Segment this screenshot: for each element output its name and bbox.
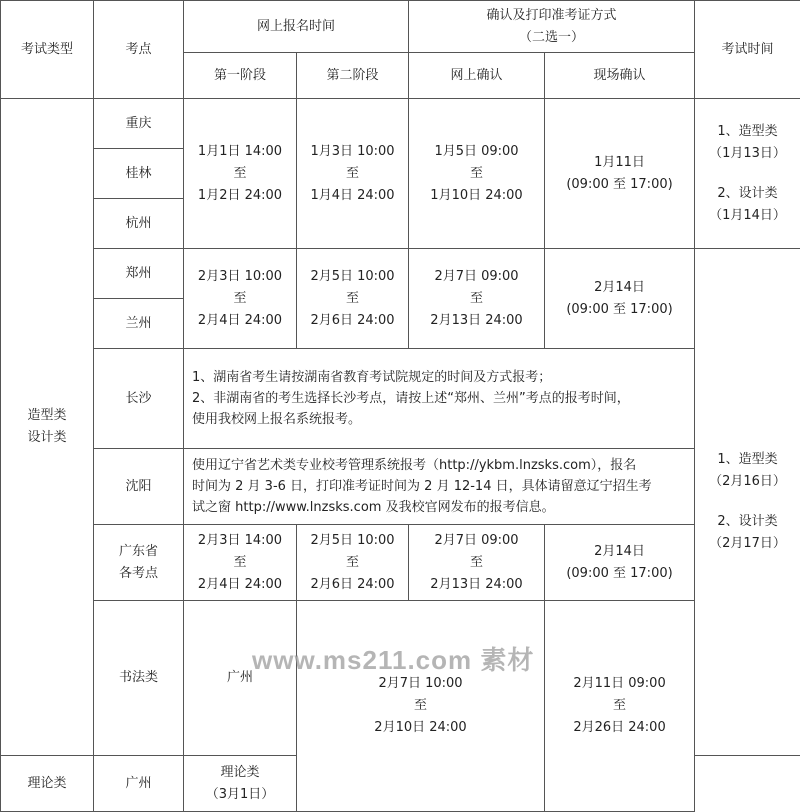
venue-guangdong-line-1: 广东省 (118, 543, 158, 559)
category-theory: 理论类 (1, 756, 94, 812)
header-stage-1: 第一阶段 (184, 53, 297, 99)
header-onsite-confirm: 现场确认 (545, 53, 695, 99)
g2-exam-modeling: 1、造型类 (717, 452, 778, 467)
g1-stage1-end: 1月2日 24:00 (197, 187, 283, 203)
header-confirm-print-title: 确认及打印准考证方式 (486, 7, 617, 23)
header-online-registration: 网上报名时间 (184, 1, 409, 53)
g1-stage2-end: 1月4日 24:00 (310, 187, 395, 203)
venue-guangdong (94, 525, 184, 601)
g2-exam-design: 2、设计类 (717, 514, 778, 529)
gd-stage1-to: 至 (233, 554, 247, 570)
changsha-note-line-2: 2、非湖南省的考生选择长沙考点，请按上述“郑州、兰州”考点的报考时间， (192, 391, 630, 406)
venue-guilin: 桂林 (94, 149, 184, 199)
gd-online-end: 2月13日 24:00 (430, 576, 523, 592)
g2-online-to: 至 (470, 290, 484, 306)
gd-stage1-start: 2月3日 14:00 (197, 532, 283, 548)
gd-stage2-to: 至 (346, 554, 360, 570)
ct-online-to: 至 (613, 698, 627, 713)
gd-online-start: 2月7日 09:00 (434, 532, 519, 548)
g2-onsite-date: 2月14日 (594, 279, 645, 295)
venue-changsha: 长沙 (94, 349, 184, 449)
gd-stage1-end: 2月4日 24:00 (197, 576, 283, 592)
g1-exam-design: 2、设计类 (717, 185, 778, 201)
g1-stage1-time (184, 99, 297, 249)
g1-exam-modeling-date: （1月13日） (709, 145, 786, 161)
gd-online-to: 至 (470, 554, 484, 570)
shenyang-note-line-3: 试之窗 http://www.lnzsks.com 及我校官网发布的报考信息。 (192, 500, 555, 515)
g2-onsite-confirm (545, 249, 695, 349)
category-design-line-2: 设计类 (27, 430, 67, 445)
g2-online-start: 2月7日 09:00 (434, 268, 519, 284)
ct-reg-end: 2月10日 24:00 (374, 720, 467, 735)
venue-shenyang: 沈阳 (94, 449, 184, 525)
gd-stage1-time (184, 525, 297, 601)
g2-stage2-time (297, 249, 409, 349)
watermark: www.ms211.com 素材 (252, 645, 535, 675)
g2-stage1-start: 2月3日 10:00 (197, 268, 283, 284)
g2-onsite-hours: (09:00 至 17:00) (566, 301, 673, 317)
venue-zhengzhou: 郑州 (94, 249, 184, 299)
g1-onsite-confirm (545, 99, 695, 249)
g1-online-confirm (409, 99, 545, 249)
header-exam-time: 考试时间 (695, 1, 800, 99)
g2-stage2-end: 2月6日 24:00 (310, 312, 395, 328)
shenyang-note-line-2: 时间为 2 月 3-6 日，打印准考证时间为 2 月 12-14 日，具体请留意辽宁招生考 (192, 479, 652, 494)
gd-stage2-end: 2月6日 24:00 (310, 576, 395, 592)
changsha-note-line-1: 1、湖南省考生请按湖南省教育考试院规定的时间及方式报考； (192, 370, 552, 385)
g1-exam-design-date: （1月14日） (709, 207, 786, 223)
venue-hangzhou: 杭州 (94, 199, 184, 249)
venue-chongqing: 重庆 (94, 99, 184, 149)
ct-online-end: 2月26日 24:00 (573, 720, 666, 735)
g2-stage1-to: 至 (233, 290, 247, 306)
header-online-confirm: 网上确认 (409, 53, 545, 99)
category-design (1, 99, 94, 756)
header-confirm-print (409, 1, 695, 53)
ct-online-confirm (545, 601, 695, 812)
g1-onsite-date: 1月11日 (594, 154, 645, 170)
changsha-note (184, 349, 695, 449)
ct-reg-start: 2月7日 10:00 (378, 676, 463, 691)
g1-onsite-hours: (09:00 至 17:00) (566, 176, 673, 192)
g1-stage2-start: 1月3日 10:00 (310, 143, 395, 159)
g2-stage1-time (184, 249, 297, 349)
g2-stage2-start: 2月5日 10:00 (310, 268, 395, 284)
g2-online-confirm (409, 249, 545, 349)
g1-online-end: 1月10日 24:00 (430, 187, 523, 203)
category-design-line-1: 造型类 (27, 408, 67, 423)
gd-onsite-date: 2月14日 (594, 543, 645, 559)
venue-guangdong-line-2: 各考点 (118, 565, 158, 581)
g1-stage1-start: 1月1日 14:00 (197, 143, 283, 159)
venue-lanzhou: 兰州 (94, 299, 184, 349)
g1-online-to: 至 (470, 165, 484, 181)
venue-guangzhou-calligraphy: 广州 (184, 601, 297, 756)
gd-stage2-time (297, 525, 409, 601)
gd-online-confirm (409, 525, 545, 601)
gd-stage2-start: 2月5日 10:00 (310, 532, 395, 548)
g1-stage2-to: 至 (346, 165, 360, 181)
g2-exam-modeling-date: （2月16日） (709, 474, 786, 489)
ct-online-start: 2月11日 09:00 (573, 676, 666, 691)
g1-stage1-to: 至 (233, 165, 247, 181)
shenyang-note-line-1: 使用辽宁省艺术类专业校考管理系统报考（http://ykbm.lnzsks.com），报名 (192, 458, 637, 473)
g2-stage1-end: 2月4日 24:00 (197, 312, 283, 328)
ct-exam-theory (184, 756, 297, 812)
g2-online-end: 2月13日 24:00 (430, 312, 523, 328)
ct-exam-theory-date: （3月1日） (205, 786, 275, 802)
g1-stage2-time (297, 99, 409, 249)
header-exam-type: 考试类型 (1, 1, 94, 99)
header-stage-2: 第二阶段 (297, 53, 409, 99)
shenyang-note (184, 449, 695, 525)
g1-exam-modeling: 1、造型类 (717, 123, 778, 139)
changsha-note-line-3: 使用我校网上报名系统报考。 (192, 412, 362, 427)
header-choose-one: （二选一） (519, 29, 585, 45)
gd-onsite-confirm (545, 525, 695, 601)
g2-stage2-to: 至 (346, 290, 360, 306)
ct-reg-to: 至 (414, 698, 428, 713)
g1-online-start: 1月5日 09:00 (434, 143, 519, 159)
ct-registration-time (297, 601, 545, 812)
category-calligraphy: 书法类 (94, 601, 184, 756)
ct-exam-theory-label: 理论类 (220, 764, 260, 780)
header-venue: 考点 (94, 1, 184, 99)
g1-exam-time (695, 99, 800, 249)
venue-guangzhou-theory: 广州 (94, 756, 184, 812)
gd-onsite-hours: (09:00 至 17:00) (566, 565, 673, 581)
g2-exam-design-date: （2月17日） (709, 536, 786, 551)
g2-exam-time (695, 249, 800, 756)
